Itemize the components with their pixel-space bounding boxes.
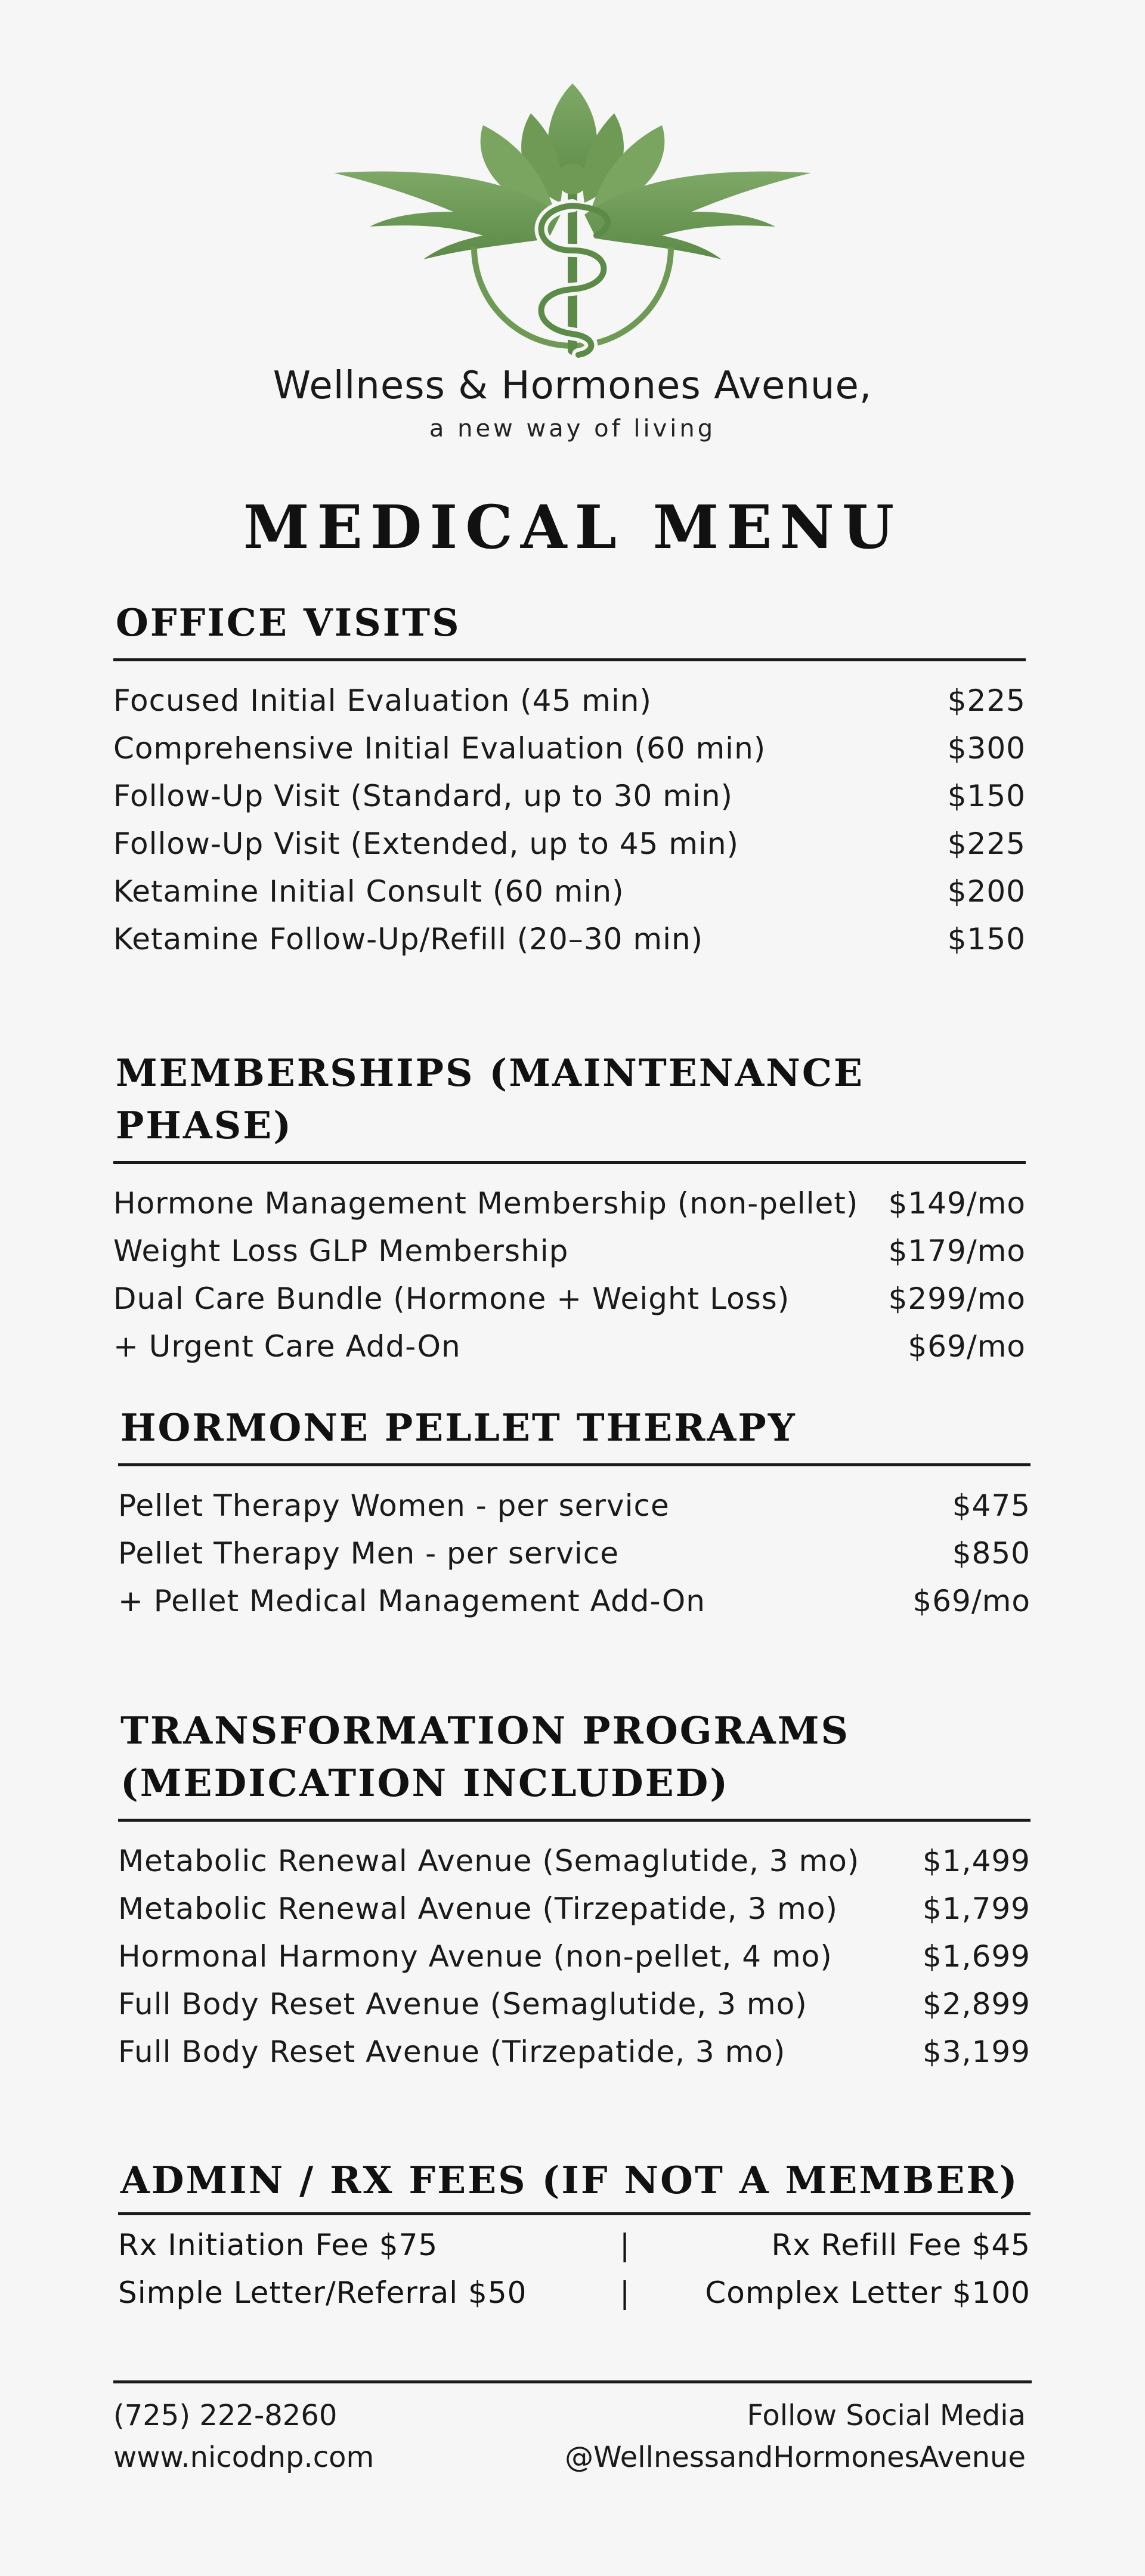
phone-number[interactable]: (725) 222-8260 [113, 2399, 338, 2432]
item-price: $225 [947, 826, 1026, 861]
menu-item [118, 1577, 1030, 1625]
item-name: + Urgent Care Add-On [113, 1329, 461, 1364]
social-handle-link[interactable]: @WellnessandHormonesAvenue [565, 2441, 1026, 2474]
section-divider [118, 1819, 1030, 1822]
menu-item [113, 1179, 1026, 1227]
section-title: OFFICE VISITS [116, 600, 461, 645]
item-name: Dual Care Bundle (Hormone + Weight Loss) [113, 1281, 790, 1316]
fee-right: Complex Letter $100 [705, 2275, 1030, 2310]
item-price: $475 [952, 1488, 1030, 1523]
fee-separator: | [620, 2228, 630, 2262]
item-price: $69/mo [912, 1584, 1030, 1618]
menu-item [118, 1980, 1030, 2028]
item-name: Pellet Therapy Women - per service [118, 1488, 670, 1523]
menu-item [118, 1482, 1030, 1530]
footer-row [113, 2436, 1026, 2478]
item-price: $149/mo [888, 1186, 1026, 1221]
page-title: MEDICAL MENU [243, 492, 902, 562]
item-price: $1,699 [923, 1939, 1030, 1974]
section-title: HORMONE PELLET THERAPY [120, 1405, 797, 1450]
item-name: Hormonal Harmony Avenue (non-pellet, 4 mo) [118, 1939, 833, 1974]
menu-item [118, 2028, 1030, 2076]
section-title: ADMIN / RX FEES (IF NOT A MEMBER) [120, 2158, 1019, 2202]
footer-row [113, 2395, 1026, 2436]
lotus-caduceus-logo-icon [334, 78, 811, 364]
item-name: Follow-Up Visit (Standard, up to 30 min) [113, 779, 734, 813]
item-name: Full Body Reset Avenue (Tirzepatide, 3 mo) [118, 2035, 786, 2069]
menu-item [113, 724, 1026, 772]
admin-fees-section [118, 2154, 1030, 2317]
item-name: Ketamine Initial Consult (60 min) [113, 874, 624, 909]
item-price: $2,899 [923, 1987, 1030, 2021]
footer [113, 2395, 1026, 2478]
item-name: Metabolic Renewal Avenue (Tirzepatide, 3 mo) [118, 1891, 838, 1926]
item-price: $225 [947, 683, 1026, 718]
website-link[interactable]: www.nicodnp.com [113, 2441, 375, 2474]
item-price: $200 [947, 874, 1026, 909]
item-price: $299/mo [888, 1281, 1026, 1316]
section-divider [113, 658, 1026, 661]
memberships-section [113, 1046, 1026, 1370]
item-price: $179/mo [888, 1234, 1026, 1268]
fee-separator: | [620, 2275, 630, 2310]
fee-row [118, 2221, 1030, 2269]
section-title: MEMBERSHIPS (MAINTENANCE PHASE) [116, 1051, 865, 1147]
menu-item [118, 1530, 1030, 1577]
menu-item [118, 1885, 1030, 1933]
transformation-section [118, 1704, 1030, 2076]
menu-item [118, 1933, 1030, 1980]
item-name: Full Body Reset Avenue (Semaglutide, 3 mo) [118, 1987, 807, 2021]
section-divider [113, 1161, 1026, 1164]
menu-item [113, 1275, 1026, 1323]
pellet-therapy-section [118, 1401, 1030, 1625]
menu-item [113, 1323, 1026, 1370]
section-divider [118, 2212, 1030, 2215]
office-visits-section [113, 596, 1026, 963]
item-price: $1,499 [923, 1844, 1030, 1878]
item-name: Follow-Up Visit (Extended, up to 45 min) [113, 826, 739, 861]
section-divider [118, 1463, 1030, 1466]
footer-divider [113, 2380, 1032, 2383]
item-price: $850 [952, 1536, 1030, 1571]
item-name: Weight Loss GLP Membership [113, 1234, 569, 1268]
brand-name: Wellness & Hormones Avenue, [273, 364, 872, 408]
item-name: Metabolic Renewal Avenue (Semaglutide, 3 mo) [118, 1844, 860, 1878]
menu-item [113, 1227, 1026, 1275]
item-price: $300 [947, 731, 1026, 766]
item-name: Comprehensive Initial Evaluation (60 min) [113, 731, 766, 766]
menu-item [113, 868, 1026, 915]
menu-item [113, 677, 1026, 724]
menu-item [113, 820, 1026, 868]
item-price: $3,199 [923, 2035, 1030, 2069]
item-price: $1,799 [923, 1891, 1030, 1926]
item-name: Ketamine Follow-Up/Refill (20–30 min) [113, 922, 704, 956]
section-title: TRANSFORMATION PROGRAMS [120, 1708, 850, 1753]
item-price: $150 [947, 922, 1026, 956]
menu-item [113, 915, 1026, 963]
fee-right: Rx Refill Fee $45 [771, 2228, 1030, 2262]
item-price: $69/mo [908, 1329, 1026, 1364]
fee-left: Simple Letter/Referral $50 [118, 2275, 527, 2310]
item-price: $150 [947, 779, 1026, 813]
item-name: Hormone Management Membership (non-pellet) [113, 1186, 859, 1221]
item-name: + Pellet Medical Management Add-On [118, 1584, 705, 1618]
item-name: Pellet Therapy Men - per service [118, 1536, 620, 1571]
fee-left: Rx Initiation Fee $75 [118, 2228, 438, 2262]
menu-item [113, 772, 1026, 820]
item-name: Focused Initial Evaluation (45 min) [113, 683, 652, 718]
menu-item [118, 1837, 1030, 1885]
fee-row [118, 2269, 1030, 2317]
social-label: Follow Social Media [747, 2399, 1026, 2432]
section-subtitle: (MEDICATION INCLUDED) [120, 1761, 730, 1805]
brand-tagline: a new way of living [429, 415, 716, 442]
